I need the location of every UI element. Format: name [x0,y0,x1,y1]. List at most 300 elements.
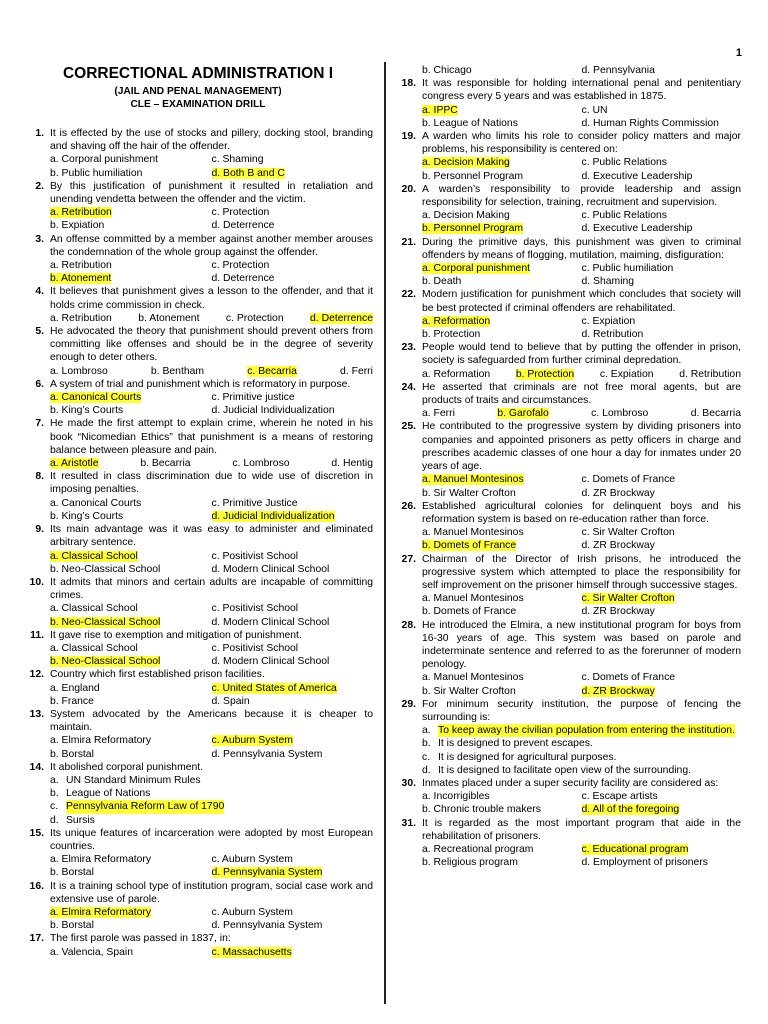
right-column [395,64,741,869]
option-group [50,946,373,959]
option-text: a. Elmira Reformatory [50,906,152,918]
option-text: a. Retribution [50,260,112,272]
option-text: a. Lombroso [50,365,108,377]
option-text: a. Corporal punishment [50,154,159,166]
answer-option-highlighted [50,272,212,285]
option-text: c. Protection [225,312,284,324]
answer-option-highlighted [497,407,548,420]
answer-option [50,312,112,325]
option-text: a. Elmira Reformatory [50,735,152,747]
answer-option [50,682,212,695]
question-number: 4. [35,286,44,298]
option-text: a. Manuel Montesinos [422,672,524,684]
question-block [395,381,741,421]
question-text: He introduced the Elmira, a new institutional program for boys from 16-30 years of age. This system was based on parole and indeterminate sentence and referred to as the forerunner of modern penology. [422,619,741,671]
question-text: It resulted in class discrimination due to wide use of discretion in imposing penalties. [50,471,373,496]
option-letter: b. [50,788,59,800]
option-group [50,734,373,760]
answer-option-highlighted [50,906,212,919]
answer-option [582,671,742,684]
answer-option [140,457,190,470]
question-text: It is effected by the use of stocks and pillery, docking stool, branding and shaving off the hair of the offender. [50,128,373,153]
option-text: d. ZR Brockway [581,685,655,697]
option-text: a. IPPC [422,104,458,116]
answer-option-highlighted [516,368,574,381]
option-text: b. Protection [515,368,575,380]
option-text: c. UN [581,104,608,116]
question-number: 14. [29,761,44,773]
option-group [50,774,373,827]
question-block [395,130,741,183]
option-text: b. Neo-Classical School [50,656,161,668]
option-text: a. Canonical Courts [50,497,142,509]
answer-option-highlighted [50,550,212,563]
option-text: b. Borstal [50,867,94,879]
question-number: 3. [35,233,44,245]
answer-option [50,814,373,827]
question-number: 23. [401,342,416,354]
question-number: 31. [401,817,416,829]
answer-option [212,404,374,417]
option-group [50,206,373,232]
answer-option [582,209,742,222]
option-text: d. Modern Clinical School [211,656,330,668]
question-text: Its unique features of incarceration were adopted by most European countries. [50,827,373,852]
page-subtitle-2: CLE – EXAMINATION DRILL [130,99,266,110]
option-text: a. Decision Making [422,157,510,169]
answer-option [50,866,212,879]
answer-option [691,407,741,420]
option-text: c. Auburn System [211,735,293,747]
question-number: 28. [401,619,416,631]
question-number: 22. [401,289,416,301]
answer-option-highlighted [50,800,373,813]
answer-option-highlighted [212,946,374,959]
option-group [422,473,741,499]
option-text: d. Employment of prisoners [581,857,708,869]
question-block [395,236,741,289]
answer-option-highlighted [422,315,582,328]
question-number: 13. [29,708,44,720]
answer-option [679,368,741,381]
answer-option [582,275,742,288]
option-letter: c. [50,801,59,813]
answer-option [50,563,212,576]
option-group [422,156,741,182]
option-text: b. Borstal [50,748,94,760]
question-text: A warden who limits his role to consider policy matters and major problems, his responsibility is centered on: [422,131,741,156]
answer-option [50,219,212,232]
option-text: b. Neo-Classical School [50,616,161,628]
question-number: 10. [29,576,44,588]
answer-option [582,315,742,328]
option-text: d. Executive Leadership [581,223,693,235]
option-group [50,497,373,523]
option-text: a. Valencia, Spain [50,946,133,958]
option-text: b. Bentham [150,365,205,377]
question-block [23,417,373,470]
option-text: b. Atonement [50,273,112,285]
question-number: 27. [401,553,416,565]
answer-option [212,272,374,285]
answer-option [151,365,204,378]
answer-option-highlighted [582,592,742,605]
question-text: Chairman of the Director of Irish prisons, he introduced the progressive system which attempted to place the responsibility for self improvement on the prisoner himself through successive stages. [422,553,741,591]
answer-option [212,616,374,629]
answer-option [50,695,212,708]
answer-option [422,764,741,777]
option-text: b. Domets of France [422,540,517,552]
question-text: It believes that punishment gives a lesson to the offender, and that it holds crime commission in check. [50,286,373,311]
option-text: League of Nations [66,788,151,800]
question-block [23,325,373,378]
question-text: Inmates placed under a super security facility are considered as: [422,777,719,789]
option-text: d. Judicial Individualization [211,405,335,417]
option-text: b. Personnel Program [422,223,524,235]
option-text: b. Atonement [138,312,200,324]
answer-option [582,605,742,618]
answer-option [422,751,741,764]
option-group [50,550,373,576]
answer-option [50,497,212,510]
option-text: b. Chronic trouble makers [422,804,541,816]
option-text: a. Ferri [422,408,455,420]
question-block [395,500,741,553]
option-group [422,104,741,130]
option-text: c. Massachusetts [211,946,292,958]
option-text: a. Classical School [50,603,138,615]
option-text: a. Decision Making [422,210,510,222]
question-text: Its main advantage was it was easy to administer and eliminated arbitrary sentence. [50,524,373,549]
question-number: 20. [401,183,416,195]
answer-option [422,671,582,684]
option-letter: c. [422,751,431,763]
option-text: b. Domets of France [422,606,517,618]
option-text: d. Pennsylvania System [211,920,323,932]
option-group [50,391,373,417]
option-text: b. Garofalo [497,408,549,420]
answer-option [232,457,289,470]
option-text: a. Manuel Montesinos [422,593,524,605]
page-number: 1 [735,47,742,59]
option-text: c. Escape artists [581,791,658,803]
answer-option [422,170,582,183]
answer-option-highlighted [582,685,742,698]
option-group [422,592,741,618]
option-text: d. Modern Clinical School [211,616,330,628]
answer-option [331,457,373,470]
option-text: a. Retribution [50,312,112,324]
answer-option [212,259,374,272]
option-text: c. Sir Walter Crofton [581,527,675,539]
answer-option [212,153,374,166]
option-text: b. Death [422,276,462,288]
answer-option-highlighted [212,734,374,747]
question-text: It abolished corporal punishment. [50,761,204,773]
question-block [395,777,741,817]
answer-option [422,117,582,130]
option-text: c. United States of America [211,682,337,694]
option-group [422,526,741,552]
option-text: b. Becarria [140,458,191,470]
answer-option-highlighted [212,167,374,180]
option-text: b. Sir Walter Crofton [422,487,516,499]
option-text: a. Corporal punishment [422,263,531,275]
option-text: c. Lombroso [591,408,649,420]
answer-option [212,748,374,761]
option-text: c. Public Relations [581,157,667,169]
option-text: b. Expiation [50,220,105,232]
option-text: c. Protection [211,260,270,272]
option-text: c. Educational program [581,843,689,855]
answer-option [50,259,212,272]
option-text: d. Spain [211,695,250,707]
question-block [395,77,741,130]
question-number: 2. [35,180,44,192]
continued-options [422,64,741,77]
question-block [23,932,373,958]
answer-option-highlighted [212,682,374,695]
option-text: c. Domets of France [581,474,676,486]
question-block [23,523,373,576]
answer-option [212,497,374,510]
answer-option-highlighted [422,262,582,275]
answer-option [50,642,212,655]
answer-option [212,563,374,576]
answer-option [50,153,212,166]
option-letter: a. [50,774,59,786]
option-text: c. Public humiliation [581,263,674,275]
option-text: d. Shaming [581,276,635,288]
option-text: d. Deterrence [211,220,275,232]
option-text: c. Protection [211,207,270,219]
question-number: 12. [29,669,44,681]
answer-option [422,407,455,420]
option-text: d. Executive Leadership [581,170,693,182]
answer-option [50,602,212,615]
option-text: d. Pennsylvania System [211,867,323,879]
option-group [422,671,741,697]
option-text: b. King’s Courts [50,405,124,417]
option-text: c. Positivist School [211,603,299,615]
question-number: 15. [29,827,44,839]
option-group [422,209,741,235]
answer-option [582,473,742,486]
option-text: a. Retribution [50,207,112,219]
answer-option-highlighted [422,473,582,486]
question-text: Modern justification for punishment which concludes that society will be best protected if criminal offenders are rehabilitated. [422,289,741,314]
question-text: Established agricultural colonies for delinquent boys and his reformation system is based on re-education rather than force. [422,500,741,525]
question-block [23,470,373,523]
question-text: An offense committed by a member against another member arouses the condemnation of the whole group against the offender. [50,233,373,258]
answer-option [422,843,582,856]
option-text: b. Borstal [50,920,94,932]
answer-option [50,853,212,866]
option-text: It is designed to facilitate open view of the surrounding. [438,764,691,776]
option-text: c. Sir Walter Crofton [581,593,675,605]
option-text: d. Hentig [331,458,373,470]
option-group [50,853,373,879]
question-text: During the primitive days, this punishment was given to criminal offenders by means of flogging, mutilation, maiming, disfiguration: [422,236,741,261]
option-letter: a. [422,725,431,737]
option-text: d. Pennsylvania System [211,748,323,760]
option-text: d. Human Rights Commission [581,117,719,129]
answer-option [422,526,582,539]
answer-option [582,262,742,275]
option-text: c. Public Relations [581,210,667,222]
question-block [23,880,373,933]
answer-option [50,774,373,787]
option-text: a. Classical School [50,642,138,654]
option-text: d. Judicial Individualization [211,510,335,522]
answer-option-highlighted [212,510,374,523]
answer-option [212,906,374,919]
question-number: 1. [35,128,44,139]
option-text: b. Neo-Classical School [50,563,161,575]
option-text: b. Protection [422,329,481,341]
option-text: b. Public humiliation [50,167,143,179]
option: b. Chicago [422,65,472,76]
question-number: 19. [401,131,416,143]
question-number: 25. [401,421,416,433]
question-block [395,420,741,499]
option-group [50,906,373,932]
question-block [23,629,373,669]
question-text: The first parole was passed in 1837, in: [50,933,231,945]
question-number: 16. [29,880,44,892]
option-group [50,682,373,708]
option-text: c. Auburn System [211,906,293,918]
question-block [23,827,373,880]
column-divider [384,62,386,1004]
answer-option-highlighted [582,843,742,856]
question-block [23,576,373,629]
answer-option-highlighted [247,365,297,378]
question-text: It is regarded as the most important program that aide in the rehabilitation of prisoners. [422,817,741,842]
answer-option-highlighted [50,206,212,219]
answer-option [50,404,212,417]
option-text: c. Primitive Justice [211,497,298,509]
question-text: By this justification of punishment it resulted in retaliation and unending vendetta between the offender and the victim. [50,180,373,206]
question-number: 18. [401,78,416,90]
answer-option [212,655,374,668]
question-number: 7. [35,418,44,430]
option-group [50,642,373,668]
question-block [23,285,373,325]
question-number: 6. [35,378,44,390]
answer-option [422,209,582,222]
option-text: a. Reformation [422,315,491,327]
answer-option [582,170,742,183]
option-text: It is designed to prevent escapes. [438,738,593,750]
answer-option [422,737,741,750]
option-text: a. Manuel Montesinos [422,527,524,539]
answer-option [212,642,374,655]
option-text: Sursis [66,814,95,826]
answer-option [50,734,212,747]
question-number: 30. [401,777,416,789]
answer-option [422,275,582,288]
answer-option [600,368,654,381]
question-list-right [395,77,741,869]
answer-option [50,787,373,800]
answer-option-highlighted [212,866,374,879]
option-text: Pennsylvania Reform Law of 1790 [66,801,225,813]
option-group [422,724,741,777]
question-block [23,378,373,418]
answer-option [582,539,742,552]
question-block [395,553,741,619]
option-group [50,312,373,325]
answer-option [212,853,374,866]
option-group [422,315,741,341]
question-text: It is a training school type of institution program, social case work and extensive use of parole. [50,880,373,905]
question-text: It gave rise to exemption and mitigation of punishment. [50,629,302,641]
option-group [422,407,741,420]
option-text: a. Manuel Montesinos [422,474,524,486]
answer-option [50,365,108,378]
answer-option [212,391,374,404]
option-text: b. Sir Walter Crofton [422,685,516,697]
option-text: a. Reformation [422,368,491,380]
answer-option-highlighted [422,539,582,552]
question-number: 11. [30,629,44,641]
answer-option [422,685,582,698]
option-letter: d. [422,764,431,776]
answer-option [340,365,373,378]
option-text: d. ZR Brockway [581,606,655,618]
option-text: a. Recreational program [422,843,534,855]
option-text: d. Ferri [340,365,373,377]
option-text: c. Primitive justice [211,392,295,404]
option-text: d. Both B and C [211,167,285,179]
answer-option [212,602,374,615]
question-block [395,619,741,698]
answer-option [591,407,648,420]
option-text: c. Auburn System [211,854,293,866]
option-letter: d. [50,814,59,826]
answer-option [582,104,742,117]
answer-option [138,312,199,325]
question-number: 8. [35,471,44,483]
question-number: 21. [401,236,416,248]
question-number: 5. [35,326,44,338]
answer-option-highlighted [422,724,741,737]
answer-option [50,946,212,959]
option-group [50,365,373,378]
option-text: a. Canonical Courts [50,392,142,404]
answer-option [582,156,742,169]
option-text: a. Classical School [50,550,138,562]
option-text: d. Deterrence [310,312,373,324]
answer-option-highlighted [310,312,373,325]
question-text: He advocated the theory that punishment should prevent others from committing like offenses and should be in the degree of severity enough to deter others. [50,326,373,364]
question-number: 24. [401,381,416,393]
question-number: 29. [401,698,416,710]
answer-option [422,487,582,500]
option-text: c. Expiation [599,368,654,380]
option-text: c. Shaming [211,154,264,166]
option-text: It is designed for agricultural purposes. [438,751,617,763]
answer-option [50,510,212,523]
question-block [23,761,373,827]
option-group [422,368,741,381]
question-text: It was responsible for holding international penal and penitentiary congress every 5 years and was established in 1875. [422,78,741,103]
page-title: CORRECTIONAL ADMINISTRATION I [62,65,334,82]
answer-option [582,328,742,341]
option-text: b. Religious program [422,857,518,869]
answer-option [212,550,374,563]
